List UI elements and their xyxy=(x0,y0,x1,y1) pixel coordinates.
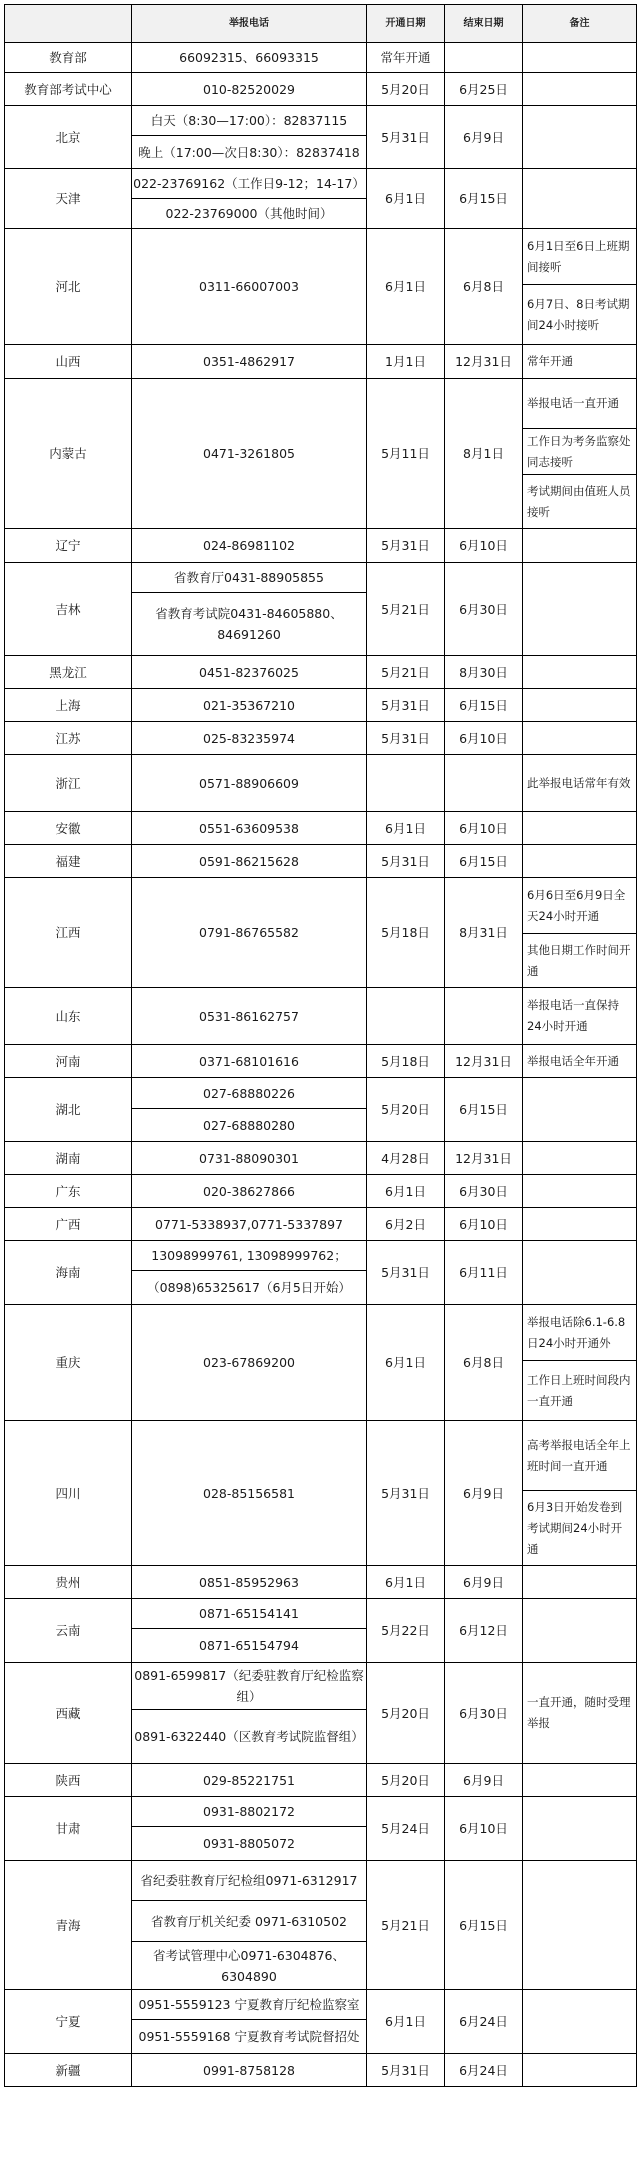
phone-number: 028-85156581 xyxy=(131,1420,367,1566)
header-end-date: 结束日期 xyxy=(444,4,523,43)
phone-number: 0871-65154141 xyxy=(131,1598,367,1629)
start-date-cell: 5月18日 xyxy=(366,1044,445,1078)
end-date-cell: 6月24日 xyxy=(444,2053,523,2087)
phone-number: 023-67869200 xyxy=(131,1304,367,1421)
start-date-cell: 4月28日 xyxy=(366,1141,445,1175)
phone-number: 024-86981102 xyxy=(131,528,367,563)
region-cell: 安徽 xyxy=(4,811,132,845)
note-cell xyxy=(522,655,637,689)
phone-number: 0891-6599817（纪委驻教育厅纪检监察组） xyxy=(131,1662,367,1710)
phone-number: 010-82520029 xyxy=(131,72,367,106)
note-cell: 考试期间由值班人员接听 xyxy=(522,474,637,529)
region-cell: 江西 xyxy=(4,877,132,988)
phone-number: 白天（8:30—17:00）：82837115 xyxy=(131,105,367,136)
note-cell xyxy=(522,811,637,845)
start-date-cell: 5月31日 xyxy=(366,105,445,169)
note-cell xyxy=(522,688,637,722)
note-cell xyxy=(522,1763,637,1797)
start-date-cell: 5月31日 xyxy=(366,2053,445,2087)
phone-number: 0571-88906609 xyxy=(131,754,367,812)
region-cell: 教育部考试中心 xyxy=(4,72,132,106)
phone-number: （0898)65325617（6月5日开始） xyxy=(131,1270,367,1305)
start-date-cell: 5月24日 xyxy=(366,1796,445,1861)
note-cell: 工作日上班时间段内一直开通 xyxy=(522,1360,637,1421)
end-date-cell: 8月1日 xyxy=(444,378,523,529)
start-date-cell: 5月20日 xyxy=(366,1763,445,1797)
region-cell: 陕西 xyxy=(4,1763,132,1797)
start-date-cell: 5月21日 xyxy=(366,1860,445,1990)
note-cell xyxy=(522,528,637,563)
start-date-cell: 5月31日 xyxy=(366,1240,445,1305)
note-cell xyxy=(522,72,637,106)
region-cell: 宁夏 xyxy=(4,1989,132,2054)
start-date-cell: 6月1日 xyxy=(366,1565,445,1599)
start-date-cell: 5月20日 xyxy=(366,1077,445,1142)
note-cell: 6月6日至6月9日全天24小时开通 xyxy=(522,877,637,934)
start-date-cell: 5月21日 xyxy=(366,655,445,689)
phone-number: 022-23769000（其他时间） xyxy=(131,198,367,229)
phone-number: 省教育考试院0431-84605880、84691260 xyxy=(131,592,367,656)
region-cell: 河北 xyxy=(4,228,132,345)
start-date-cell: 5月31日 xyxy=(366,844,445,878)
end-date-cell: 6月10日 xyxy=(444,811,523,845)
region-cell: 青海 xyxy=(4,1860,132,1990)
start-date-cell: 1月1日 xyxy=(366,344,445,379)
start-date-cell: 5月21日 xyxy=(366,562,445,656)
header-start-date: 开通日期 xyxy=(366,4,445,43)
phone-number: 0351-4862917 xyxy=(131,344,367,379)
end-date-cell: 6月10日 xyxy=(444,528,523,563)
note-cell xyxy=(522,1207,637,1241)
phone-number: 0771-5338937,0771-5337897 xyxy=(131,1207,367,1241)
end-date-cell: 6月15日 xyxy=(444,688,523,722)
region-cell: 上海 xyxy=(4,688,132,722)
note-cell: 此举报电话常年有效 xyxy=(522,754,637,812)
note-cell: 举报电话除6.1-6.8日24小时开通外 xyxy=(522,1304,637,1361)
phone-number: 027-68880280 xyxy=(131,1108,367,1142)
end-date-cell: 6月25日 xyxy=(444,72,523,106)
phone-number: 029-85221751 xyxy=(131,1763,367,1797)
end-date-cell: 12月31日 xyxy=(444,344,523,379)
note-cell: 6月7日、8日考试期间24小时接听 xyxy=(522,284,637,345)
end-date-cell: 6月9日 xyxy=(444,1565,523,1599)
region-cell: 湖南 xyxy=(4,1141,132,1175)
phone-number: 0311-66007003 xyxy=(131,228,367,345)
phone-number: 省纪委驻教育厅纪检组0971-6312917 xyxy=(131,1860,367,1901)
end-date-cell: 6月11日 xyxy=(444,1240,523,1305)
end-date-cell: 6月30日 xyxy=(444,562,523,656)
note-cell: 6月1日至6日上班期间接听 xyxy=(522,228,637,285)
phone-number: 021-35367210 xyxy=(131,688,367,722)
note-cell xyxy=(522,42,637,73)
phone-number: 0851-85952963 xyxy=(131,1565,367,1599)
region-cell: 河南 xyxy=(4,1044,132,1078)
end-date-cell: 12月31日 xyxy=(444,1044,523,1078)
end-date-cell: 6月24日 xyxy=(444,1989,523,2054)
note-cell: 工作日为考务监察处同志接听 xyxy=(522,428,637,475)
end-date-cell: 6月12日 xyxy=(444,1598,523,1663)
region-cell: 重庆 xyxy=(4,1304,132,1421)
note-cell xyxy=(522,1989,637,2054)
note-cell xyxy=(522,105,637,169)
end-date-cell: 6月30日 xyxy=(444,1174,523,1208)
note-cell: 举报电话一直保持24小时开通 xyxy=(522,987,637,1045)
start-date-cell: 5月11日 xyxy=(366,378,445,529)
region-cell: 辽宁 xyxy=(4,528,132,563)
start-date-cell: 5月31日 xyxy=(366,721,445,755)
note-cell: 举报电话全年开通 xyxy=(522,1044,637,1078)
note-cell xyxy=(522,844,637,878)
region-cell: 广西 xyxy=(4,1207,132,1241)
note-cell xyxy=(522,1860,637,1990)
note-cell xyxy=(522,2053,637,2087)
region-cell: 浙江 xyxy=(4,754,132,812)
region-cell: 广东 xyxy=(4,1174,132,1208)
region-cell: 教育部 xyxy=(4,42,132,73)
phone-number: 0951-5559168 宁夏教育考试院督招处 xyxy=(131,2019,367,2054)
note-cell xyxy=(522,168,637,229)
start-date-cell: 6月1日 xyxy=(366,1304,445,1421)
note-cell xyxy=(522,1565,637,1599)
note-cell xyxy=(522,1141,637,1175)
region-cell: 天津 xyxy=(4,168,132,229)
end-date-cell: 6月8日 xyxy=(444,1304,523,1421)
region-cell: 山东 xyxy=(4,987,132,1045)
end-date-cell: 6月10日 xyxy=(444,1207,523,1241)
region-cell: 甘肃 xyxy=(4,1796,132,1861)
start-date-cell: 常年开通 xyxy=(366,42,445,73)
end-date-cell: 8月31日 xyxy=(444,877,523,988)
start-date-cell: 6月2日 xyxy=(366,1207,445,1241)
phone-number: 0951-5559123 宁夏教育厅纪检监察室 xyxy=(131,1989,367,2020)
phone-number: 027-68880226 xyxy=(131,1077,367,1109)
phone-number: 0531-86162757 xyxy=(131,987,367,1045)
phone-number: 0371-68101616 xyxy=(131,1044,367,1078)
start-date-cell: 6月1日 xyxy=(366,811,445,845)
phone-number: 025-83235974 xyxy=(131,721,367,755)
end-date-cell xyxy=(444,987,523,1045)
note-cell: 其他日期工作时间开通 xyxy=(522,933,637,988)
phone-number: 省教育厅0431-88905855 xyxy=(131,562,367,593)
region-cell: 北京 xyxy=(4,105,132,169)
start-date-cell: 5月18日 xyxy=(366,877,445,988)
region-cell: 山西 xyxy=(4,344,132,379)
region-cell: 内蒙古 xyxy=(4,378,132,529)
header-phone: 举报电话 xyxy=(131,4,367,43)
phone-number: 0991-8758128 xyxy=(131,2053,367,2087)
region-cell: 海南 xyxy=(4,1240,132,1305)
end-date-cell xyxy=(444,754,523,812)
end-date-cell: 8月30日 xyxy=(444,655,523,689)
phone-number: 0931-8802172 xyxy=(131,1796,367,1827)
end-date-cell: 6月15日 xyxy=(444,1860,523,1990)
end-date-cell: 12月31日 xyxy=(444,1141,523,1175)
end-date-cell: 6月15日 xyxy=(444,1077,523,1142)
note-cell: 6月3日开始发卷到考试期间24小时开通 xyxy=(522,1490,637,1566)
phone-number: 0871-65154794 xyxy=(131,1628,367,1663)
note-cell xyxy=(522,1598,637,1663)
note-cell xyxy=(522,1174,637,1208)
phone-number: 0591-86215628 xyxy=(131,844,367,878)
region-cell: 新疆 xyxy=(4,2053,132,2087)
start-date-cell xyxy=(366,754,445,812)
end-date-cell: 6月9日 xyxy=(444,105,523,169)
end-date-cell: 6月9日 xyxy=(444,1420,523,1566)
region-cell: 吉林 xyxy=(4,562,132,656)
phone-number: 0791-86765582 xyxy=(131,877,367,988)
note-cell: 常年开通 xyxy=(522,344,637,379)
phone-number: 省教育厅机关纪委 0971-6310502 xyxy=(131,1900,367,1942)
start-date-cell: 5月22日 xyxy=(366,1598,445,1663)
note-cell xyxy=(522,1077,637,1142)
phone-number: 0451-82376025 xyxy=(131,655,367,689)
end-date-cell: 6月8日 xyxy=(444,228,523,345)
note-cell: 举报电话一直开通 xyxy=(522,378,637,429)
start-date-cell: 6月1日 xyxy=(366,228,445,345)
note-cell: 一直开通，随时受理举报 xyxy=(522,1662,637,1764)
phone-number: 0731-88090301 xyxy=(131,1141,367,1175)
phone-number: 022-23769162（工作日9-12；14-17） xyxy=(131,168,367,199)
region-cell: 湖北 xyxy=(4,1077,132,1142)
region-cell: 四川 xyxy=(4,1420,132,1566)
note-cell xyxy=(522,1240,637,1305)
note-cell xyxy=(522,721,637,755)
start-date-cell: 5月20日 xyxy=(366,1662,445,1764)
end-date-cell: 6月15日 xyxy=(444,168,523,229)
start-date-cell: 6月1日 xyxy=(366,1989,445,2054)
start-date-cell: 6月1日 xyxy=(366,168,445,229)
start-date-cell: 5月31日 xyxy=(366,688,445,722)
note-cell xyxy=(522,562,637,656)
region-cell: 福建 xyxy=(4,844,132,878)
region-cell: 贵州 xyxy=(4,1565,132,1599)
start-date-cell: 5月31日 xyxy=(366,528,445,563)
phone-number: 0471-3261805 xyxy=(131,378,367,529)
region-cell: 云南 xyxy=(4,1598,132,1663)
end-date-cell xyxy=(444,42,523,73)
hotline-table xyxy=(4,4,636,2157)
end-date-cell: 6月30日 xyxy=(444,1662,523,1764)
end-date-cell: 6月9日 xyxy=(444,1763,523,1797)
phone-number: 020-38627866 xyxy=(131,1174,367,1208)
phone-number: 0551-63609538 xyxy=(131,811,367,845)
phone-number: 省考试管理中心0971-6304876、6304890 xyxy=(131,1941,367,1990)
end-date-cell: 6月10日 xyxy=(444,721,523,755)
header-region-cell xyxy=(4,4,132,43)
start-date-cell xyxy=(366,987,445,1045)
end-date-cell: 6月15日 xyxy=(444,844,523,878)
region-cell: 西藏 xyxy=(4,1662,132,1764)
region-cell: 黑龙江 xyxy=(4,655,132,689)
phone-number: 0931-8805072 xyxy=(131,1826,367,1861)
region-cell: 江苏 xyxy=(4,721,132,755)
end-date-cell: 6月10日 xyxy=(444,1796,523,1861)
phone-number: 66092315、66093315 xyxy=(131,42,367,73)
start-date-cell: 5月20日 xyxy=(366,72,445,106)
phone-number: 晚上（17:00—次日8:30）：82837418 xyxy=(131,135,367,169)
start-date-cell: 6月1日 xyxy=(366,1174,445,1208)
phone-number: 13098999761, 13098999762； xyxy=(131,1240,367,1271)
note-cell xyxy=(522,1796,637,1861)
header-note: 备注 xyxy=(522,4,637,43)
note-cell: 高考举报电话全年上班时间一直开通 xyxy=(522,1420,637,1491)
start-date-cell: 5月31日 xyxy=(366,1420,445,1566)
phone-number: 0891-6322440（区教育考试院监督组） xyxy=(131,1709,367,1764)
